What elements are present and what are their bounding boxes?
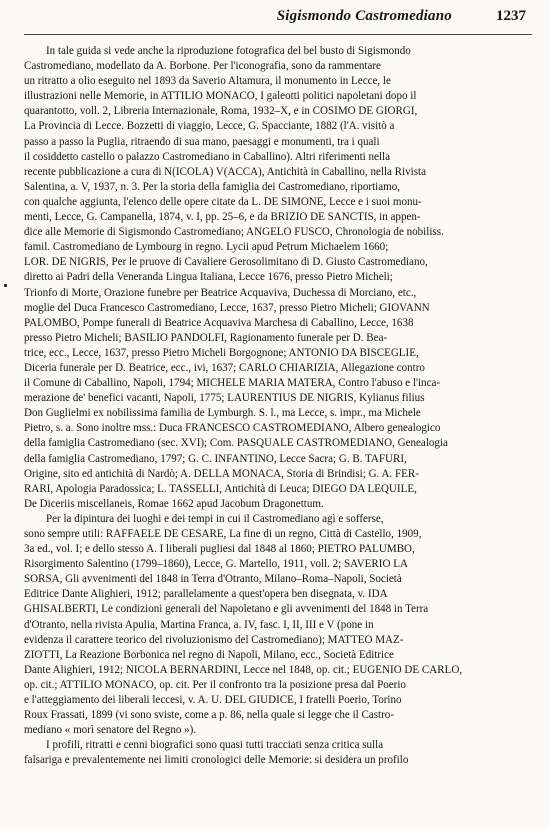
- body-text: [24, 44, 532, 769]
- page-header: [24, 8, 532, 35]
- text-line: moglie del Duca Francesco Castromediano, Lecce, 1637, presso Pietro Micheli; GIOVANN: [24, 301, 430, 314]
- text-line: recente pubblicazione a cura di N(ICOLA) V(ACCA), Antichità in Caballino, nella Rivista: [24, 165, 426, 178]
- text-line: un ritratto a olio eseguito nel 1893 da Saverio Altamura, il monumento in Lecce, le: [24, 75, 391, 88]
- text-line: quarantotto, voll. 2, Libreria Internazionale, Roma, 1932–X, e in COSIMO DE GIORGI,: [24, 105, 418, 118]
- text-line: Don Guglielmi ex nobilissima familia de Lymburgh. S. l., ma Lecce, s. impr., ma Michele: [24, 407, 421, 420]
- text-line: e l'atteggiamento dei liberali leccesi, v. A. U. DEL GIUDICE, I fratelli Poerio, Torino: [24, 694, 402, 707]
- page-number: 1237: [496, 8, 526, 24]
- text-line: La Provincia di Lecce. Bozzetti di viaggio, Lecce, G. Spacciante, 1882 (l'A. visitò a: [24, 120, 395, 133]
- text-line: Diceria funerale per D. Beatrice, ecc., ivi, 1637; CARLO CHIARIZIA, Allegazione contro: [24, 361, 425, 374]
- text-line: evidenza il carattere teorico del rivoluzionismo del Castromediano); MATTEO MAZ-: [24, 633, 404, 646]
- text-line: PALOMBO, Pompe funerali di Beatrice Acquaviva Marchesa di Caballino, Lecce, 1638: [24, 316, 414, 329]
- text-line: LOR. DE NIGRIS, Per le pruove di Cavaliere Gerosolimitano di D. Giusto Castromediano,: [24, 256, 428, 269]
- text-line: I profili, ritratti e cenni biografici sono quasi tutti tracciati senza critica sulla: [46, 739, 384, 752]
- text-line: presso Pietro Micheli; BASILIO PANDOLFI, Ragionamento funerale per D. Bea-: [24, 331, 388, 344]
- text-line: Risorgimento Salentino (1799–1860), Lecce, G. Martello, 1911, voll. 2; SAVERIO LA: [24, 558, 408, 571]
- text-line: d'Otranto, nella rivista Apulia, Martina Franca, a. IV, fasc. I, II, III e V (pone in: [24, 618, 374, 631]
- text-line: famil. Castromediano de Lymbourg in regno. Lycii apud Petrum Michaelem 1660;: [24, 241, 389, 254]
- text-line: dice alle Memorie di Sigismondo Castromediano; ANGELO FUSCO, Chronologia de nobiliss.: [24, 226, 444, 239]
- text-line: Per la dipintura dei luoghi e dei tempi in cui il Castromediano agì e sofferse,: [46, 512, 384, 525]
- text-line: mediano « morì senatore del Regno »).: [24, 724, 197, 737]
- text-line: Origine, sito ed antichità di Nardò; A. DELLA MONACA, Storia di Brindisi; G. A. FER-: [24, 467, 419, 480]
- text-line: Editrice Dante Alighieri, 1912; parallelamente a quest'opera ben disegnata, v. IDA: [24, 588, 388, 601]
- text-line: GHISALBERTI, Le condizioni generali del Napoletano e gli avvenimenti del 1848 in Terra: [24, 603, 429, 616]
- text-line: illustrazioni nelle Memorie, in ATTILIO MONACO, I galeotti politici napoletani dopo il: [24, 90, 417, 103]
- text-line: op. cit.; ATTILIO MONACO, op. cit. Per il confronto tra la posizione presa dal Poerio: [24, 678, 406, 691]
- text-line: Salentina, a. V, 1937, n. 3. Per la storia della famiglia dei Castromediano, riportiamo,: [24, 180, 401, 193]
- text-line: menti, Lecce, G. Campanella, 1874, v. I, pp. 25–6, e da BRIZIO DE SANCTIS, in appen-: [24, 211, 421, 224]
- text-line: falsariga e prevalentemente nei limiti cronologici delle Memorie: si desidera un profilo: [24, 754, 409, 767]
- running-title: Sigismondo Castromediano: [276, 8, 452, 24]
- text-line: Pietro, s. a. Sono inoltre mss.: Duca FRANCESCO CASTROMEDIANO, Albero genealogico: [24, 422, 441, 435]
- text-line: della famiglia Castromediano (sec. XVI); Com. PASQUALE CASTROMEDIANO, Genealogia: [24, 437, 448, 450]
- text-line: RARI, Apologia Paradossica; L. TASSELLI, Antichità di Leuca; DIEGO DA LEQUILE,: [24, 482, 417, 495]
- text-line: della famiglia Castromediano, 1797; G. C. INFANTINO, Lecce Sacra; G. B. TAFURI,: [24, 452, 407, 465]
- text-line: merazione de' benefici vacanti, Napoli, 1775; LAURENTIUS DE NIGRIS, Kylianus filius: [24, 392, 425, 405]
- text-line: con qualche aggiunta, l'elenco delle opere citate da L. DE SIMONE, Lecce e i suoi monu-: [24, 195, 422, 208]
- text-line: 3a ed., vol. I; e dello stesso A. I liberali pugliesi dal 1848 al 1860; PIETRO PALUMBO,: [24, 543, 415, 556]
- text-line: Castromediano, modellato da A. Borbone. Per l'iconografia, sono da rammentare: [24, 60, 381, 73]
- margin-mark: [4, 284, 7, 287]
- text-line: Roux Frassati, 1899 (vi sono sviste, come a p. 86, nella quale si legge che il Castro-: [24, 709, 395, 722]
- text-line: Trionfo di Morte, Orazione funebre per Beatrice Acquaviva, Duchessa di Morciano, etc.,: [24, 286, 417, 299]
- text-line: sono sempre utili: RAFFAELE DE CESARE, La fine di un regno, Città di Castello, 1909,: [24, 528, 422, 540]
- text-line: Dante Alighieri, 1912; NICOLA BERNARDINI, Lecce nel 1848, op. cit.; EUGENIO DE CARLO,: [24, 663, 463, 676]
- text-line: il Comune di Caballino, Napoli, 1794; MICHELE MARIA MATERA, Contro l'abuso e l'inca-: [24, 377, 441, 390]
- text-line: In tale guida si vede anche la riproduzione fotografica del bel busto di Sigismondo: [46, 45, 411, 57]
- text-line: ZIOTTI, La Reazione Borbonica nel regno di Napoli, Milano, ecc., Società Editrice: [24, 648, 394, 661]
- text-line: SORSA, Gli avvenimenti del 1848 in Terra d'Otranto, Milano–Roma–Napoli, Società: [24, 573, 402, 586]
- text-line: trice, ecc., Lecce, 1637, presso Pietro Micheli Borgognone; ANTONIO DA BISCEGLIE,: [24, 346, 419, 359]
- text-line: il cosiddetto castello o palazzo Castromediano in Caballino). Altri riferimenti nella: [24, 150, 390, 163]
- text-line: De Diceriis miscellaneis, Romae 1662 apud Jacobum Dragonettum.: [24, 497, 324, 510]
- text-line: diretto ai Padri della Veneranda Lingua Italiana, Lecce 1676, presso Pietro Micheli;: [24, 271, 393, 284]
- text-line: passo a passo la Puglia, ritraendo di sua mano, paesaggi e monumenti, tra i quali: [24, 135, 380, 148]
